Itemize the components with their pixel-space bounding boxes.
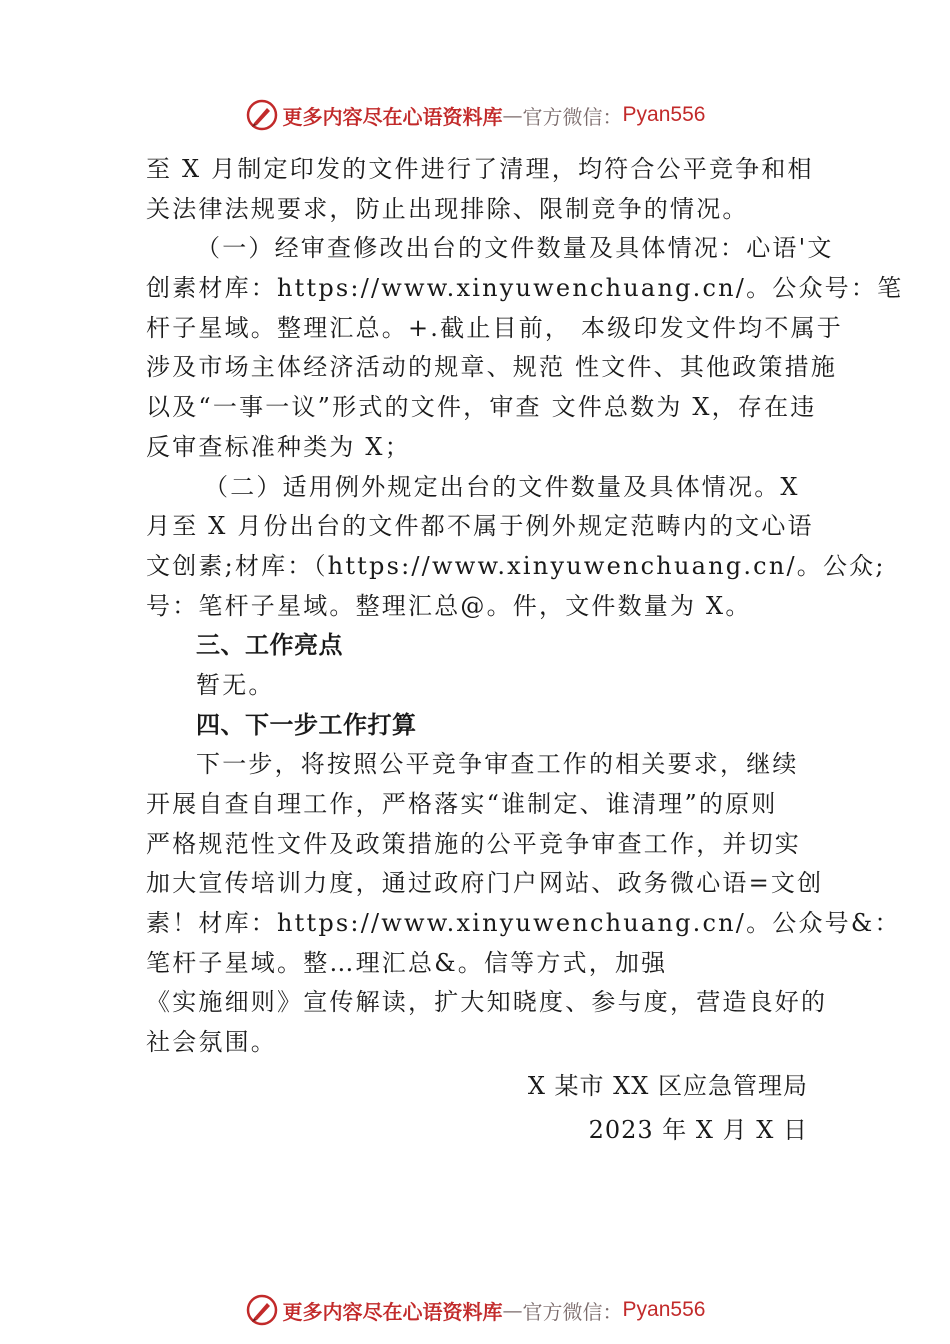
signature-org: X 某市 XX 区应急管理局 bbox=[527, 1072, 808, 1100]
body-line: 严格规范性文件及政策措施的公平竞争审查工作，并切实 bbox=[146, 829, 801, 858]
signature-date: 2023 年 X 月 X 日 bbox=[588, 1116, 808, 1144]
body-line: 创素材库：https://www.xinyuwenchuang.cn/。公众号：笔 bbox=[146, 274, 904, 303]
body-line: 素！材库：https://www.xinyuwenchuang.cn/。公众号&： bbox=[146, 909, 901, 938]
body-line: 笔杆子星域。整…理汇总&。信等方式，加强 bbox=[146, 948, 668, 977]
section-two-heading: （二）适用例外规定出台的文件数量及具体情况。X bbox=[204, 472, 800, 501]
body-line: 关法律法规要求，防止出现排除、限制竞争的情况。 bbox=[146, 194, 749, 223]
body-line: 开展自查自理工作，严格落实“谁制定、谁清理”的原则 bbox=[146, 790, 778, 818]
body-line: 暂无。 bbox=[196, 670, 275, 699]
body-line: 以及“一事一议”形式的文件，审查 文件总数为 X，存在违 bbox=[146, 393, 817, 422]
body-line: 下一步，将按照公平竞争审查工作的相关要求，继续 bbox=[196, 750, 799, 779]
watermark-label: 官方微信： bbox=[522, 104, 623, 129]
watermark-brand: 更多内容尽在心语资料库 bbox=[282, 104, 503, 129]
heading-work-highlights: 三、工作亮点 bbox=[196, 631, 343, 660]
body-line: 号：笔杆子星域。整理汇总@。件，文件数量为 X。 bbox=[146, 591, 752, 620]
body-line: 社会氛围。 bbox=[146, 1028, 277, 1057]
watermark-brand: 更多内容尽在心语资料库 bbox=[282, 1299, 503, 1324]
section-one-heading: （一）经审查修改出台的文件数量及具体情况：心语'文 bbox=[196, 234, 834, 263]
pen-logo-icon bbox=[245, 98, 279, 132]
body-line: 涉及市场主体经济活动的规章、规范 性文件、其他政策措施 bbox=[146, 353, 838, 382]
body-line: 至 X 月制定印发的文件进行了清理，均符合公平竞争和相 bbox=[146, 155, 814, 183]
body-line: 杆子星域。整理汇总。+.截止目前， 本级印发文件均不属于 bbox=[146, 313, 843, 342]
body-line: 反审查标准种类为 X； bbox=[146, 432, 411, 461]
watermark-wechat-id: Pyan556 bbox=[622, 1298, 706, 1321]
watermark-separator: — bbox=[502, 103, 523, 127]
heading-next-steps: 四、下一步工作打算 bbox=[196, 710, 417, 739]
body-line: 《实施细则》宣传解读，扩大知晓度、参与度，营造良好的 bbox=[146, 988, 828, 1017]
body-line: 加大宣传培训力度，通过政府门户网站、政务微心语=文创 bbox=[146, 869, 824, 898]
body-line: 月至 X 月份出台的文件都不属于例外规定范畴内的文心语 bbox=[146, 512, 814, 541]
watermark-header bbox=[0, 95, 950, 135]
body-line: 文创素;材库：（https://www.xinyuwenchuang.cn/。公众; bbox=[146, 551, 886, 580]
watermark-footer bbox=[0, 1290, 950, 1330]
watermark-label: 官方微信： bbox=[522, 1299, 623, 1324]
watermark-wechat-id: Pyan556 bbox=[622, 103, 706, 126]
pen-logo-icon bbox=[245, 1293, 279, 1327]
document-body bbox=[146, 150, 904, 1063]
watermark-separator: — bbox=[502, 1298, 523, 1322]
